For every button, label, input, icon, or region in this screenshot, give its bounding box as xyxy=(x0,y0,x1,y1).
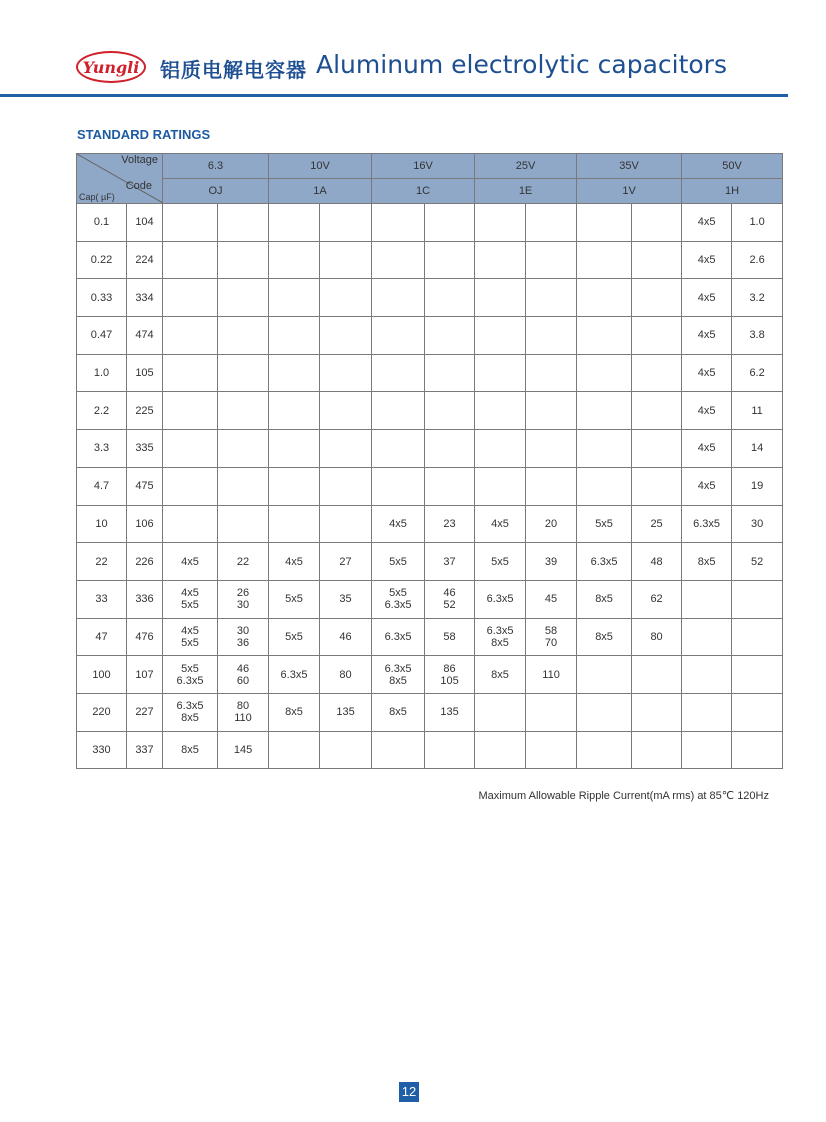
ripple-current-cell: 23 xyxy=(425,505,475,543)
ripple-current-cell: 46 52 xyxy=(425,580,475,618)
case-size-cell xyxy=(163,279,218,317)
title-english: Aluminum electrolytic capacitors xyxy=(316,50,727,79)
ripple-current-cell xyxy=(320,731,372,769)
ripple-current-cell xyxy=(425,354,475,392)
cap-cell: 47 xyxy=(77,618,127,656)
ripple-current-cell: 37 xyxy=(425,543,475,581)
ripple-current-cell xyxy=(632,430,682,468)
voltage-code-header: 1A xyxy=(269,179,372,204)
ripple-current-cell xyxy=(526,317,577,355)
corner-header xyxy=(77,154,163,204)
case-size-cell xyxy=(163,317,218,355)
case-size-cell xyxy=(372,731,425,769)
ripple-current-cell xyxy=(526,731,577,769)
ripple-current-cell xyxy=(425,279,475,317)
cap-cell: 3.3 xyxy=(77,430,127,468)
ripple-current-cell xyxy=(632,354,682,392)
case-size-cell: 8x5 xyxy=(475,656,526,694)
table-row xyxy=(77,279,783,317)
corner-cap-label: Cap( µF) xyxy=(79,192,115,202)
page-header xyxy=(0,0,826,100)
case-size-cell: 6.3x5 xyxy=(577,543,632,581)
voltage-code-header: 1H xyxy=(682,179,783,204)
case-size-cell: 8x5 xyxy=(577,580,632,618)
case-size-cell: 4x5 xyxy=(269,543,320,581)
ripple-current-cell xyxy=(632,467,682,505)
ripple-current-cell: 110 xyxy=(526,656,577,694)
ripple-current-cell xyxy=(526,392,577,430)
corner-voltage-label: Voltage xyxy=(121,154,158,166)
case-size-cell xyxy=(372,317,425,355)
case-size-cell: 5x5 xyxy=(577,505,632,543)
case-size-cell: 5x5 xyxy=(372,543,425,581)
case-size-cell: 8x5 xyxy=(269,693,320,731)
case-size-cell xyxy=(372,467,425,505)
case-size-cell xyxy=(269,392,320,430)
case-size-cell xyxy=(475,241,526,279)
voltage-code-header: 1V xyxy=(577,179,682,204)
ripple-current-cell xyxy=(320,204,372,242)
case-size-cell xyxy=(372,279,425,317)
ripple-current-cell: 135 xyxy=(425,693,475,731)
case-size-cell: 5x5 6.3x5 xyxy=(163,656,218,694)
case-size-cell: 4x5 xyxy=(682,392,732,430)
case-size-cell xyxy=(269,241,320,279)
ripple-current-cell xyxy=(218,467,269,505)
cap-code-cell: 104 xyxy=(127,204,163,242)
ripple-current-cell xyxy=(632,317,682,355)
table-row xyxy=(77,543,783,581)
ripple-current-cell: 135 xyxy=(320,693,372,731)
ripple-current-cell xyxy=(526,354,577,392)
ripple-current-cell xyxy=(320,279,372,317)
table-row xyxy=(77,467,783,505)
case-size-cell xyxy=(577,467,632,505)
cap-code-cell: 336 xyxy=(127,580,163,618)
case-size-cell xyxy=(475,204,526,242)
cap-code-cell: 335 xyxy=(127,430,163,468)
case-size-cell: 6.3x5 xyxy=(682,505,732,543)
case-size-cell xyxy=(372,392,425,430)
case-size-cell: 4x5 xyxy=(682,279,732,317)
ripple-current-cell xyxy=(732,618,783,656)
ripple-current-cell xyxy=(526,204,577,242)
header-divider xyxy=(0,94,788,97)
case-size-cell xyxy=(577,241,632,279)
cap-code-cell: 105 xyxy=(127,354,163,392)
table-body xyxy=(77,204,783,769)
ripple-current-cell xyxy=(732,656,783,694)
title-chinese: 铝质电解电容器 xyxy=(160,58,307,82)
case-size-cell xyxy=(577,693,632,731)
ripple-current-cell: 14 xyxy=(732,430,783,468)
voltage-header: 10V xyxy=(269,154,372,179)
ripple-current-cell: 3.2 xyxy=(732,279,783,317)
ripple-current-cell xyxy=(320,467,372,505)
table-row xyxy=(77,580,783,618)
case-size-cell xyxy=(577,430,632,468)
ripple-current-cell xyxy=(320,505,372,543)
case-size-cell xyxy=(269,505,320,543)
table-row xyxy=(77,656,783,694)
case-size-cell xyxy=(372,204,425,242)
ripple-current-cell: 26 30 xyxy=(218,580,269,618)
case-size-cell xyxy=(682,618,732,656)
ripple-current-cell: 39 xyxy=(526,543,577,581)
voltage-header: 50V xyxy=(682,154,783,179)
table-row xyxy=(77,204,783,242)
case-size-cell xyxy=(372,354,425,392)
case-size-cell xyxy=(163,467,218,505)
table-row xyxy=(77,731,783,769)
case-size-cell xyxy=(475,317,526,355)
case-size-cell: 5x5 xyxy=(269,580,320,618)
case-size-cell xyxy=(682,693,732,731)
ripple-current-cell: 6.2 xyxy=(732,354,783,392)
case-size-cell xyxy=(475,731,526,769)
ripple-current-cell: 80 xyxy=(632,618,682,656)
cap-cell: 0.33 xyxy=(77,279,127,317)
cap-code-cell: 107 xyxy=(127,656,163,694)
ripple-current-cell xyxy=(526,693,577,731)
cap-code-cell: 474 xyxy=(127,317,163,355)
ripple-current-cell xyxy=(425,317,475,355)
cap-cell: 1.0 xyxy=(77,354,127,392)
ripple-current-cell: 3.8 xyxy=(732,317,783,355)
case-size-cell xyxy=(163,392,218,430)
case-size-cell xyxy=(475,430,526,468)
case-size-cell xyxy=(577,204,632,242)
cap-cell: 0.1 xyxy=(77,204,127,242)
ripple-current-cell xyxy=(632,693,682,731)
case-size-cell xyxy=(577,354,632,392)
case-size-cell: 5x5 xyxy=(475,543,526,581)
case-size-cell xyxy=(372,430,425,468)
voltage-header: 16V xyxy=(372,154,475,179)
ripple-current-cell: 62 xyxy=(632,580,682,618)
case-size-cell: 4x5 xyxy=(475,505,526,543)
case-size-cell: 4x5 5x5 xyxy=(163,618,218,656)
case-size-cell xyxy=(269,204,320,242)
ripple-current-cell xyxy=(526,279,577,317)
case-size-cell xyxy=(475,467,526,505)
voltage-code-header: 1E xyxy=(475,179,577,204)
case-size-cell xyxy=(577,392,632,430)
case-size-cell: 8x5 xyxy=(372,693,425,731)
corner-code-label: Code xyxy=(125,180,152,192)
case-size-cell: 6.3x5 8x5 xyxy=(372,656,425,694)
case-size-cell xyxy=(577,279,632,317)
ripple-current-cell xyxy=(218,505,269,543)
page-number: 12 xyxy=(399,1082,419,1102)
case-size-cell xyxy=(577,317,632,355)
cap-code-cell: 224 xyxy=(127,241,163,279)
ripple-current-cell xyxy=(218,430,269,468)
case-size-cell xyxy=(682,731,732,769)
ripple-current-cell: 145 xyxy=(218,731,269,769)
ripple-current-cell xyxy=(425,731,475,769)
case-size-cell: 8x5 xyxy=(577,618,632,656)
code-header-row xyxy=(77,179,783,204)
section-title: STANDARD RATINGS xyxy=(77,127,211,142)
cap-code-cell: 476 xyxy=(127,618,163,656)
ripple-current-cell: 35 xyxy=(320,580,372,618)
cap-code-cell: 225 xyxy=(127,392,163,430)
table-row xyxy=(77,354,783,392)
case-size-cell xyxy=(577,656,632,694)
case-size-cell: 4x5 xyxy=(682,317,732,355)
case-size-cell xyxy=(475,693,526,731)
ripple-current-cell: 25 xyxy=(632,505,682,543)
ripple-current-cell xyxy=(218,392,269,430)
cap-cell: 22 xyxy=(77,543,127,581)
ripple-current-cell xyxy=(632,204,682,242)
ripple-current-cell xyxy=(218,317,269,355)
ripple-current-cell xyxy=(526,467,577,505)
case-size-cell: 8x5 xyxy=(163,731,218,769)
case-size-cell xyxy=(163,505,218,543)
ripple-current-cell xyxy=(732,580,783,618)
ripple-current-cell: 30 xyxy=(732,505,783,543)
cap-code-cell: 475 xyxy=(127,467,163,505)
ripple-current-cell: 30 36 xyxy=(218,618,269,656)
case-size-cell: 6.3x5 xyxy=(269,656,320,694)
ripple-current-cell: 19 xyxy=(732,467,783,505)
case-size-cell xyxy=(269,467,320,505)
voltage-header: 35V xyxy=(577,154,682,179)
case-size-cell: 4x5 xyxy=(372,505,425,543)
ripple-current-cell xyxy=(632,392,682,430)
ripple-current-cell: 52 xyxy=(732,543,783,581)
cap-cell: 0.47 xyxy=(77,317,127,355)
ripple-current-cell: 58 70 xyxy=(526,618,577,656)
voltage-header: 25V xyxy=(475,154,577,179)
case-size-cell: 6.3x5 xyxy=(475,580,526,618)
voltage-code-header: 1C xyxy=(372,179,475,204)
case-size-cell: 4x5 5x5 xyxy=(163,580,218,618)
cap-code-cell: 337 xyxy=(127,731,163,769)
ripple-current-cell xyxy=(425,241,475,279)
cap-cell: 10 xyxy=(77,505,127,543)
cap-code-cell: 334 xyxy=(127,279,163,317)
cap-cell: 2.2 xyxy=(77,392,127,430)
case-size-cell xyxy=(269,731,320,769)
case-size-cell xyxy=(475,392,526,430)
ripple-current-cell xyxy=(732,693,783,731)
case-size-cell: 6.3x5 8x5 xyxy=(475,618,526,656)
table-row xyxy=(77,505,783,543)
case-size-cell xyxy=(682,580,732,618)
case-size-cell: 4x5 xyxy=(682,241,732,279)
case-size-cell: 4x5 xyxy=(682,204,732,242)
case-size-cell: 5x5 6.3x5 xyxy=(372,580,425,618)
ripple-current-cell xyxy=(425,204,475,242)
case-size-cell xyxy=(475,354,526,392)
ripple-current-cell xyxy=(425,430,475,468)
cap-cell: 0.22 xyxy=(77,241,127,279)
case-size-cell xyxy=(163,354,218,392)
ripple-current-cell: 58 xyxy=(425,618,475,656)
ripple-current-cell xyxy=(320,430,372,468)
ripple-current-cell xyxy=(218,241,269,279)
ripple-current-cell: 45 xyxy=(526,580,577,618)
ripple-current-cell xyxy=(632,241,682,279)
case-size-cell: 4x5 xyxy=(682,354,732,392)
ripple-current-cell: 46 60 xyxy=(218,656,269,694)
case-size-cell: 8x5 xyxy=(682,543,732,581)
case-size-cell xyxy=(269,430,320,468)
ripple-current-cell xyxy=(632,656,682,694)
case-size-cell: 6.3x5 xyxy=(372,618,425,656)
cap-cell: 220 xyxy=(77,693,127,731)
ripple-current-cell xyxy=(320,317,372,355)
case-size-cell: 4x5 xyxy=(682,430,732,468)
case-size-cell xyxy=(269,354,320,392)
table-row xyxy=(77,392,783,430)
ripple-current-cell: 20 xyxy=(526,505,577,543)
ripple-current-cell xyxy=(425,467,475,505)
ripple-current-cell: 1.0 xyxy=(732,204,783,242)
case-size-cell xyxy=(372,241,425,279)
ripple-current-cell: 80 110 xyxy=(218,693,269,731)
ripple-current-cell xyxy=(320,392,372,430)
ripple-current-cell: 46 xyxy=(320,618,372,656)
table-row xyxy=(77,241,783,279)
case-size-cell xyxy=(577,731,632,769)
ripple-current-cell: 11 xyxy=(732,392,783,430)
footnote: Maximum Allowable Ripple Current(mA rms) at 85℃ 120Hz xyxy=(478,790,769,802)
ripple-current-cell xyxy=(425,392,475,430)
cap-code-cell: 106 xyxy=(127,505,163,543)
ripple-current-cell xyxy=(732,731,783,769)
table-row xyxy=(77,618,783,656)
case-size-cell: 6.3x5 8x5 xyxy=(163,693,218,731)
case-size-cell xyxy=(269,317,320,355)
ripple-current-cell xyxy=(632,731,682,769)
table-row xyxy=(77,430,783,468)
ripple-current-cell: 22 xyxy=(218,543,269,581)
cap-cell: 100 xyxy=(77,656,127,694)
ripple-current-cell xyxy=(218,279,269,317)
voltage-header-row xyxy=(77,154,783,179)
ripple-current-cell: 27 xyxy=(320,543,372,581)
yungli-logo: Yungli xyxy=(76,51,146,83)
ripple-current-cell: 80 xyxy=(320,656,372,694)
ripple-current-cell xyxy=(526,241,577,279)
ripple-current-cell xyxy=(526,430,577,468)
cap-cell: 4.7 xyxy=(77,467,127,505)
case-size-cell: 4x5 xyxy=(682,467,732,505)
case-size-cell xyxy=(163,430,218,468)
case-size-cell xyxy=(269,279,320,317)
voltage-code-header: OJ xyxy=(163,179,269,204)
ripple-current-cell xyxy=(218,354,269,392)
ripple-current-cell: 2.6 xyxy=(732,241,783,279)
ripple-current-cell: 86 105 xyxy=(425,656,475,694)
ripple-current-cell xyxy=(320,241,372,279)
case-size-cell xyxy=(475,279,526,317)
table-row xyxy=(77,693,783,731)
ripple-current-cell xyxy=(632,279,682,317)
case-size-cell xyxy=(682,656,732,694)
voltage-header: 6.3 xyxy=(163,154,269,179)
ripple-current-cell xyxy=(320,354,372,392)
case-size-cell: 4x5 xyxy=(163,543,218,581)
standard-ratings-table xyxy=(76,153,783,769)
cap-cell: 330 xyxy=(77,731,127,769)
ripple-current-cell xyxy=(218,204,269,242)
table-row xyxy=(77,317,783,355)
case-size-cell: 5x5 xyxy=(269,618,320,656)
cap-code-cell: 227 xyxy=(127,693,163,731)
cap-code-cell: 226 xyxy=(127,543,163,581)
cap-cell: 33 xyxy=(77,580,127,618)
ripple-current-cell: 48 xyxy=(632,543,682,581)
case-size-cell xyxy=(163,241,218,279)
case-size-cell xyxy=(163,204,218,242)
